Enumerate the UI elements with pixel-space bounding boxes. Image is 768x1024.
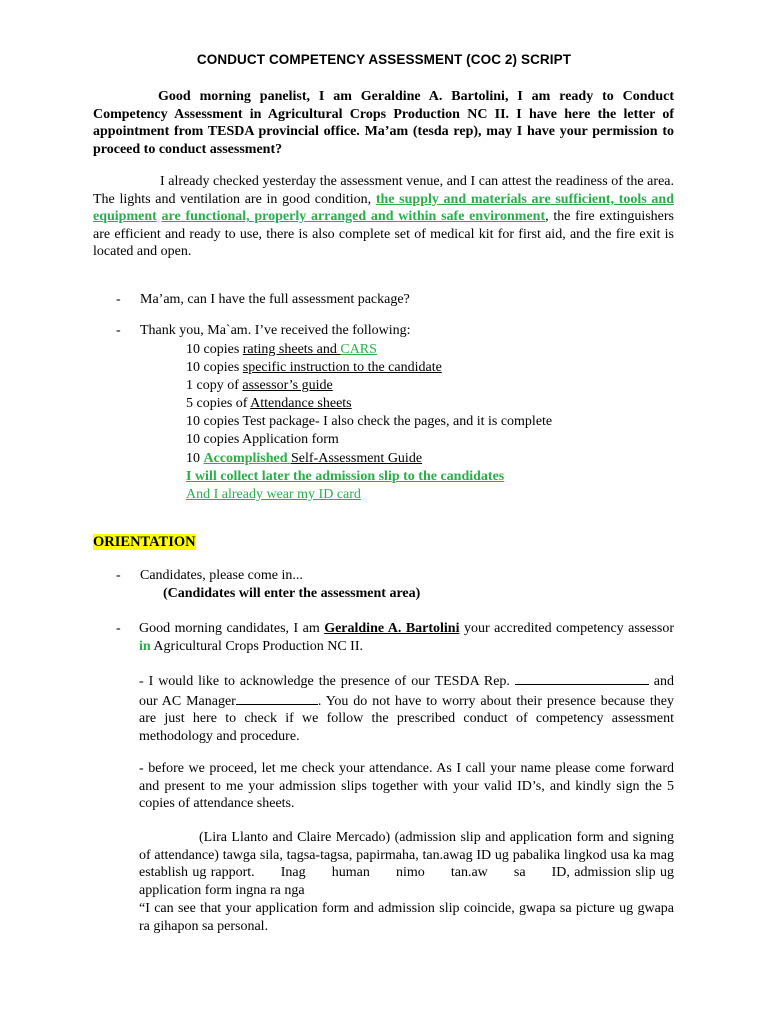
venue-text-1: I already checked yesterday the assessment venue, and I can attest the readiness of the area. The lights and ventilation are in good condition, xyxy=(93,174,674,207)
intro-text: Good morning panelist, I am Geraldine A. Bartolini, I am ready to Conduct Competency Assessment in Agricultural Crops Production NC II. I have here the letter of appointment from TESDA provincial office. Ma’am (tesda rep), may I have your permission to proceed to conduct assessment? xyxy=(93,89,674,157)
lira-paragraph: (Lira Llanto and Claire Mercado) (admission slip and application form and signing of attendance) tawga sila, tagsa-tagsa, papirmaha, tan.awag ID ug pabalika lingkod usa ka mag establish ug rapport. Inag human nimo tan.aw sa ID, admission slip ug application form ingna ra nga xyxy=(139,830,678,898)
venue-text-2: , the fire extinguishers are efficient and ready to use, there is also complete set of medical kit for first aid, and the fire exit is located and open. xyxy=(93,209,675,260)
bullet-dash: - xyxy=(116,292,121,307)
tesda-rep-blank[interactable] xyxy=(515,671,649,685)
package-list xyxy=(186,341,552,504)
list-item: 10 Accomplished Self-Assessment Guide xyxy=(186,450,423,466)
venue-green-1: the supply and materials are sufficient, tools and equipment xyxy=(93,191,674,225)
received-statement: Thank you, Ma`am. I’ve received the following: xyxy=(140,323,411,338)
list-item: 10 copies Application form xyxy=(186,432,339,448)
list-item: I will collect later the admission slip to the candidates xyxy=(186,468,505,484)
list-item: 5 copies of Attendance sheets xyxy=(186,396,352,412)
question-package: Ma’am, can I have the full assessment package? xyxy=(140,292,410,307)
orientation-heading: ORIENTATION xyxy=(93,534,196,550)
bullet-dash: - xyxy=(116,621,121,636)
venue-paragraph xyxy=(93,173,674,261)
ac-manager-blank[interactable] xyxy=(236,691,318,705)
list-item: And I already wear my ID card xyxy=(186,486,361,502)
candidates-note: (Candidates will enter the assessment area) xyxy=(163,586,421,601)
bullet-dash: - xyxy=(116,323,121,338)
quote-paragraph: “I can see that your application form and admission slip coincide, gwapa sa picture ug gwapa ra gihapon sa personal. xyxy=(139,901,674,934)
bullet-dash: - xyxy=(116,568,121,583)
attendance-paragraph: - before we proceed, let me check your attendance. As I call your name please come forward and present to me your admission slips together with your valid ID’s, and kindly sign the 5 copies of attendance sheets. xyxy=(139,761,674,812)
list-item: 1 copy of assessor’s guide xyxy=(186,378,333,394)
list-item: 10 copies rating sheets and CARS xyxy=(186,342,377,357)
list-item: 10 copies Test package- I also check the pages, and it is complete xyxy=(186,414,553,430)
intro-paragraph xyxy=(93,88,674,158)
greeting-paragraph: Good morning candidates, I am Geraldine A. Bartolini your accredited competency assessor in Agricultural Crops Production NC II. xyxy=(139,621,675,654)
page-title: CONDUCT COMPETENCY ASSESSMENT (COC 2) SCRIPT xyxy=(196,52,572,67)
list-item: 10 copies specific instruction to the candidate xyxy=(186,360,442,376)
venue-green-2: are functional, properly arranged and within safe environment xyxy=(161,209,546,225)
assessor-name: Geraldine A. Bartolini xyxy=(324,621,460,636)
acknowledge-paragraph: - I would like to acknowledge the presence of our TESDA Rep. and our AC Manager . You do not have to worry about their presence because they are just here to check if we follow the prescribed conduct of competency assessment methodology and procedure. xyxy=(139,671,674,745)
candidates-enter: Candidates, please come in... xyxy=(140,568,303,583)
